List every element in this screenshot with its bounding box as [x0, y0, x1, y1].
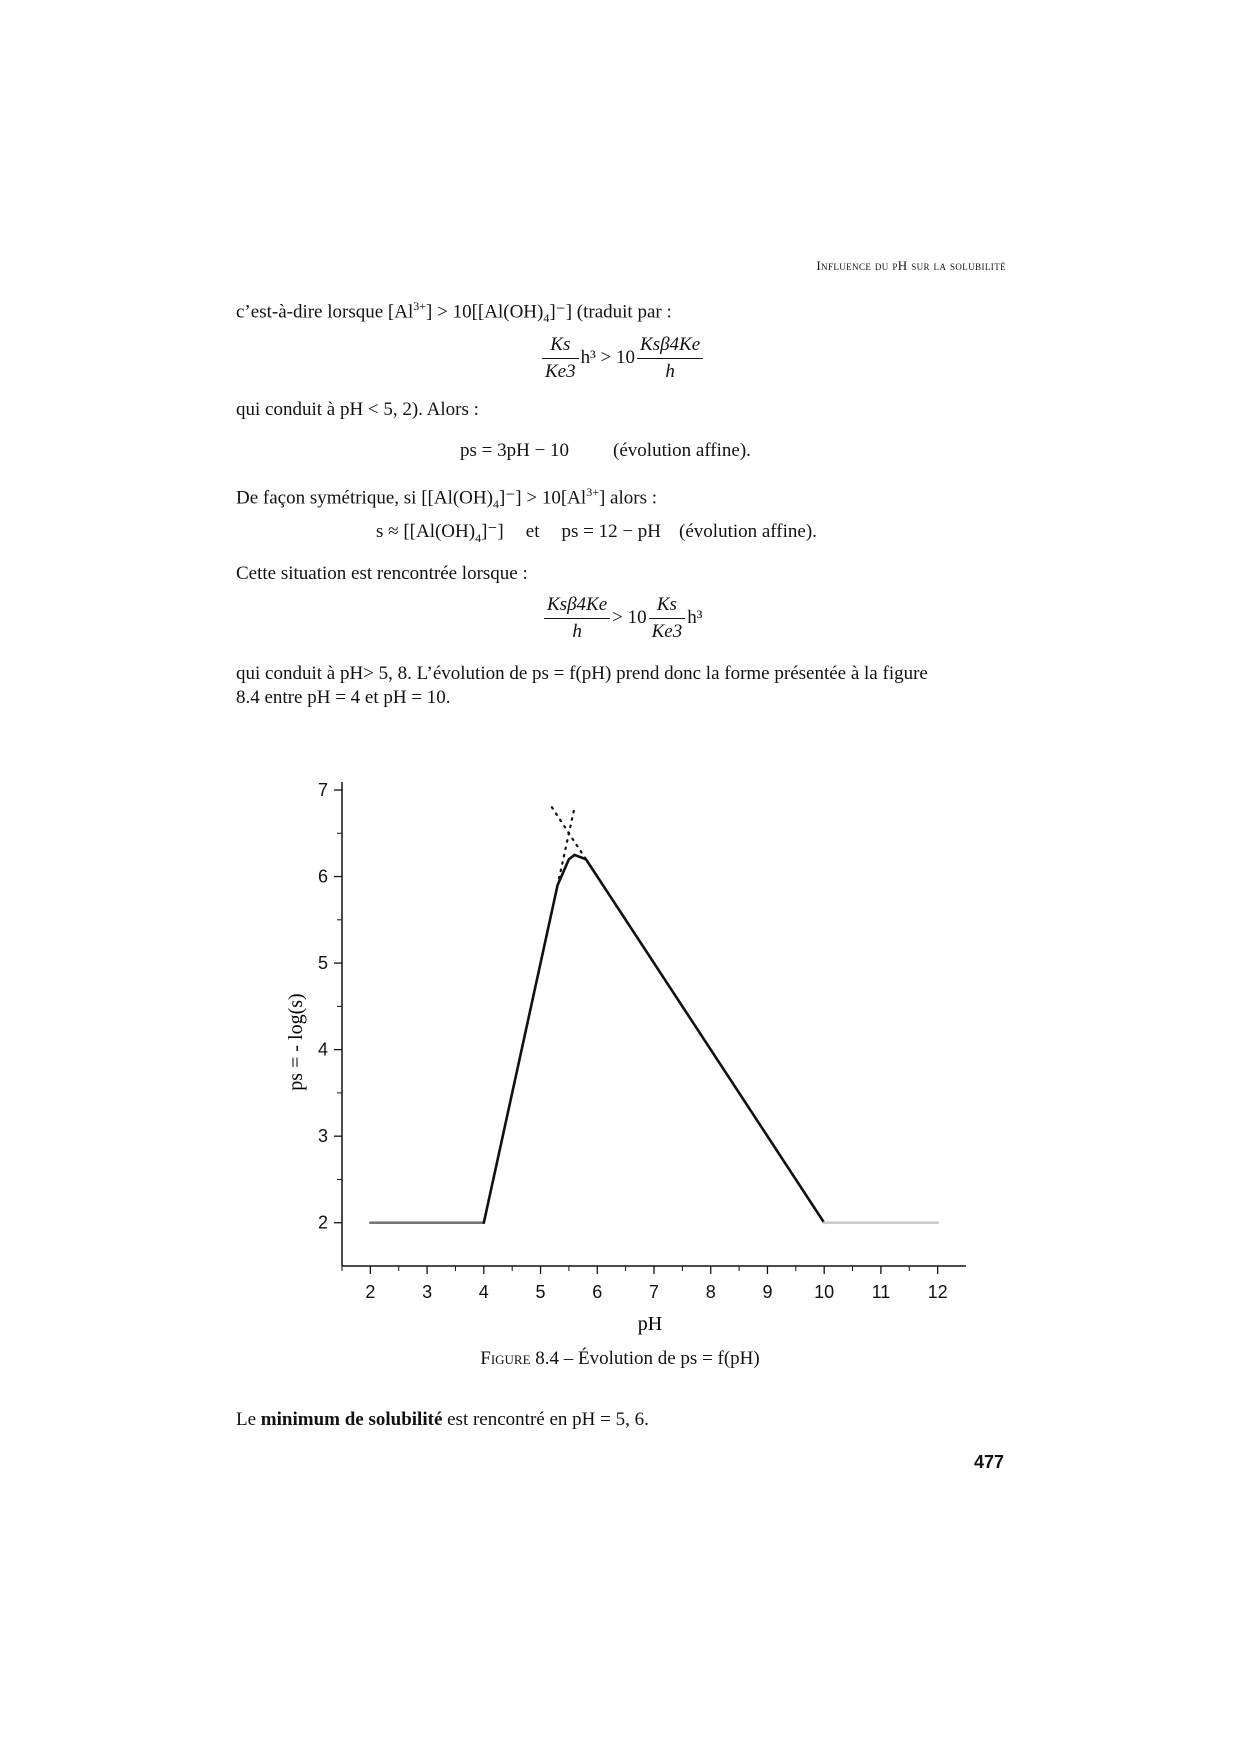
chart-lines-group: [370, 807, 937, 1222]
series-line-1: [484, 855, 575, 1223]
x-tick-label: 10: [814, 1282, 835, 1302]
running-head: Influence du pH sur la solubilité: [816, 258, 1006, 273]
y-tick-label: 5: [317, 953, 328, 974]
x-tick-label: 2: [365, 1282, 376, 1302]
x-tick-label: 6: [592, 1282, 603, 1302]
equation-2: ps = 3pH − 10 (évolution affine).: [460, 440, 751, 461]
page-number: 477: [973, 1452, 1004, 1472]
paragraph-evolution-line2: 8.4 entre pH = 4 et pH = 10.: [236, 687, 451, 708]
paragraph-symmetric: De façon symétrique, si $[[Al(OH)_4]^-] > 10[Al^{3+}]$ alors :: [236, 485, 658, 512]
x-tick-label: 3: [422, 1282, 433, 1302]
y-tick-label: 4: [317, 1039, 328, 1060]
y-tick-label: 6: [317, 866, 328, 887]
y-axis-label: ps = - log(s): [285, 993, 307, 1091]
x-tick-label: 8: [705, 1282, 716, 1302]
x-tick-label: 11: [871, 1282, 891, 1302]
y-tick-label: 7: [317, 780, 328, 800]
equation-1: $\frac{Ks}{Ke3}$ h³ > 10 $\frac{\text{Ksβ4Ke}}{h}$: [540, 334, 705, 383]
paragraph-evolution-line1: qui conduit à pH> 5, 8. L’évolution de ps = f(pH) prend donc la forme présentée à la figure: [236, 663, 928, 684]
x-tick-label: 7: [648, 1282, 660, 1302]
equation-4: $\frac{\text{Ksβ4Ke}}{h}$ > 10 $\frac{Ks}{Ke3}$ h³: [542, 594, 702, 643]
paragraph-minimum: Le minimum de solubilité est rencontré en pH = 5, 6.: [236, 1409, 649, 1430]
x-tick-label: 12: [927, 1282, 948, 1302]
x-axis-label: pH: [637, 1313, 663, 1335]
series-line-2: [575, 855, 825, 1223]
paragraph-condition: c’est-à-dire lorsque $[Al^{3+}] > 10[[Al(OH)_4]^-]$ (traduit par :: [236, 299, 672, 326]
paragraph-situation: Cette situation est rencontrée lorsque :: [236, 563, 528, 584]
x-tick-label: 9: [762, 1282, 773, 1302]
equation-3: $s \approx [[Al(OH)_4]^-]$ et ps = 12 − pH (évolution affine).: [376, 521, 817, 545]
x-tick-label: 4: [478, 1282, 489, 1302]
ps-vs-ph-chart: [0, 700, 1240, 1335]
y-tick-label: 3: [317, 1126, 328, 1147]
figure-caption: Figure 8.4 – Évolution de ps = f(pH): [480, 1348, 760, 1369]
paragraph-ph-lower: qui conduit à pH < 5, 2). Alors :: [236, 399, 479, 420]
x-tick-label: 5: [535, 1282, 546, 1302]
y-tick-label: 2: [317, 1212, 328, 1233]
